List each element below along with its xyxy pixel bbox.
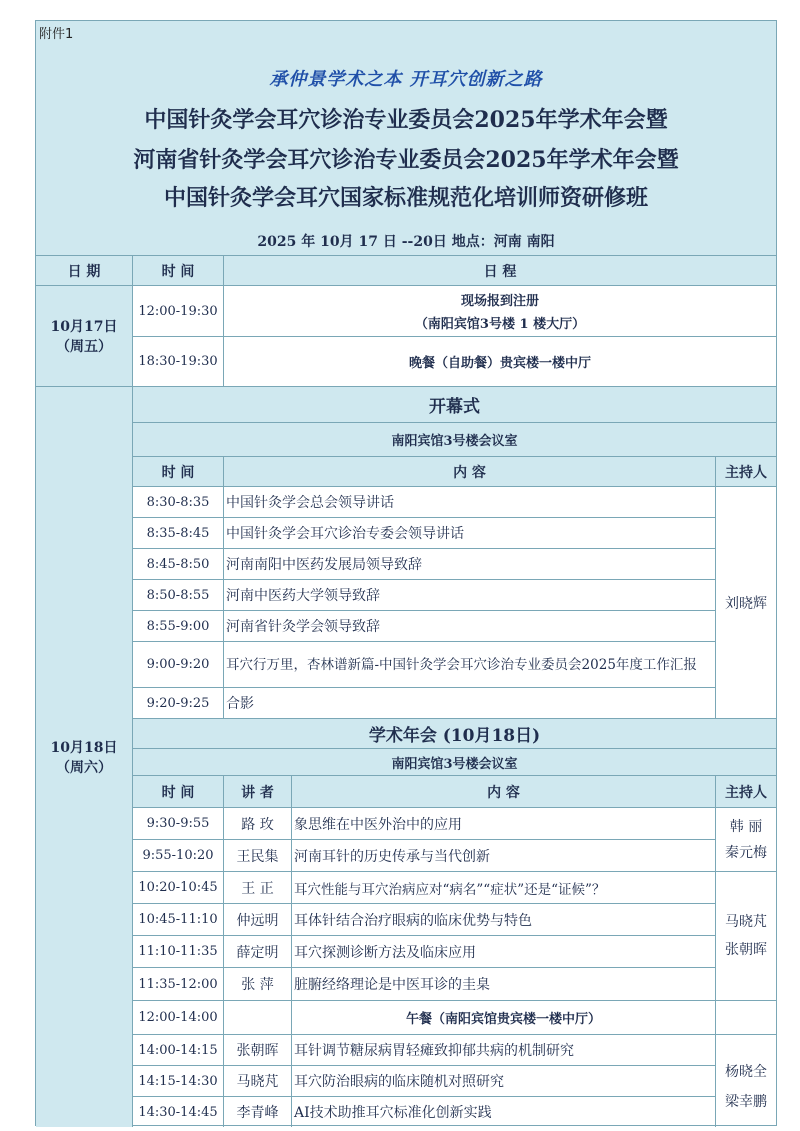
talk-content [292, 1066, 716, 1097]
talk-content [292, 808, 716, 840]
opening-venue [133, 423, 776, 457]
day1-row1-line2: （南阳宾馆3号楼 1 楼大厅） [414, 317, 586, 332]
opening-row-time-text: 8:30-8:35 [146, 494, 210, 510]
day1-row2-line1: 晚餐（自助餐）贵宾楼一楼中厅 [408, 356, 591, 371]
talk-content-text: 耳穴探测诊断方法及临床应用 [294, 944, 476, 961]
talk-speaker [224, 872, 292, 904]
academic-host-group-1 [716, 808, 776, 872]
opening-col-content [224, 457, 716, 487]
talk-speaker-text: 王 正 [241, 880, 274, 897]
opening-row-time [133, 688, 224, 719]
talk-speaker-text: 薛定明 [236, 944, 279, 961]
talk-time [133, 840, 224, 872]
lunch-host-empty [716, 1001, 776, 1035]
talk-content [292, 968, 716, 1001]
opening-row-content-text: 河南中医药大学领导致辞 [226, 588, 380, 604]
talk-time [133, 1035, 224, 1066]
opening-row-content [224, 611, 716, 642]
academic-col-host-text: 主持人 [725, 784, 767, 801]
header-schedule [224, 256, 776, 286]
talk-time-text: 14:00-14:15 [138, 1042, 218, 1058]
talk-time-text: 9:30-9:55 [146, 816, 210, 831]
opening-row-time-text: 8:55-9:00 [146, 618, 210, 634]
day1-row1-line1: 现场报到注册 [460, 294, 539, 309]
header-schedule-label: 日 程 [483, 263, 517, 280]
academic-col-speaker-text: 讲 者 [241, 784, 274, 801]
header-banner [36, 21, 776, 256]
opening-row-time [133, 549, 224, 580]
talk-time-text: 14:30-14:45 [138, 1104, 218, 1120]
day1-row2-time [133, 337, 224, 387]
talk-speaker [224, 968, 292, 1001]
opening-row-content-text: 河南南阳中医药发展局领导致辞 [226, 557, 422, 573]
talk-time-text: 14:15-14:30 [138, 1073, 218, 1089]
lunch-time [133, 1001, 224, 1035]
talk-content-text: 象思维在中医外治中的应用 [294, 816, 462, 833]
attachment-label: 附件1 [39, 27, 74, 42]
lunch-speaker-empty [224, 1001, 292, 1035]
talk-time [133, 968, 224, 1001]
header-time-label: 时 间 [161, 263, 195, 280]
talk-speaker [224, 1066, 292, 1097]
talk-time-text: 11:35-12:00 [138, 976, 218, 992]
talk-content [292, 840, 716, 872]
talk-speaker [224, 840, 292, 872]
talk-content-text: 耳穴防治眼病的临床随机对照研究 [294, 1074, 504, 1090]
academic-col-time-text: 时 间 [161, 784, 195, 801]
academic-col-host [716, 776, 776, 808]
talk-time-text: 9:55-10:20 [142, 848, 214, 863]
opening-row-time-text: 8:45-8:50 [146, 556, 210, 572]
talk-content-text: 脏腑经络理论是中医耳诊的圭臬 [294, 977, 490, 993]
opening-col-content-text: 内 容 [453, 464, 486, 481]
day1-weekday: （周五） [56, 339, 112, 355]
talk-time [133, 808, 224, 840]
opening-row-content [224, 642, 716, 688]
talk-content-text: 耳穴性能与耳穴治病应对“病名”“症状”还是“证候”？ [294, 881, 606, 898]
opening-row-content-text: 合影 [226, 696, 254, 712]
talk-speaker-text: 李青峰 [236, 1105, 279, 1121]
academic-host-group-3 [716, 1035, 776, 1127]
talk-time [133, 872, 224, 904]
talk-speaker [224, 1035, 292, 1066]
opening-host [716, 487, 776, 719]
talk-speaker-text: 路 玫 [241, 816, 274, 833]
academic-title-text: 学术年会 (10月18日) [368, 726, 541, 746]
opening-row-content-text: 中国针灸学会耳穴诊治专委会领导讲话 [226, 526, 464, 542]
opening-row-content [224, 688, 716, 719]
lunch-content [292, 1001, 716, 1035]
header-date-label: 日 期 [67, 263, 101, 280]
lunch-time-text: 12:00-14:00 [138, 1010, 218, 1025]
talk-time-text: 10:20-10:45 [138, 880, 218, 895]
day1-row1-time-text: 12:00-19:30 [138, 303, 218, 319]
opening-row-time [133, 580, 224, 611]
opening-title-text: 开幕式 [429, 397, 480, 417]
academic-col-content-text: 内 容 [487, 784, 520, 801]
talk-time [133, 1097, 224, 1127]
host-name: 秦元梅 [725, 844, 767, 861]
academic-col-speaker [224, 776, 292, 808]
host-name: 张朝晖 [725, 942, 767, 958]
opening-row-content-text: 耳穴行万里，杏林谱新篇-中国针灸学会耳穴诊治专业委员会2025年度工作汇报 [226, 656, 697, 673]
talk-content-text: AI技术助推耳穴标准化创新实践 [294, 1105, 492, 1121]
lunch-content-text: 午餐（南阳宾馆贵宾楼一楼中厅） [405, 1012, 601, 1027]
opening-row-time-text: 8:35-8:45 [146, 525, 210, 541]
day1-date-cell [36, 286, 133, 387]
talk-speaker [224, 936, 292, 968]
opening-col-time-text: 时 间 [161, 464, 195, 481]
talk-speaker [224, 904, 292, 936]
talk-speaker-text: 仲远明 [236, 912, 279, 929]
talk-content [292, 936, 716, 968]
date-location: 2025 年 10月 17 日 --20日 地点：河南 南阳 [257, 234, 555, 250]
opening-row-time [133, 642, 224, 688]
talk-time [133, 936, 224, 968]
talk-speaker-text: 王民集 [236, 848, 279, 865]
opening-row-content-text: 河南省针灸学会领导致辞 [226, 619, 380, 635]
day2-date-cell [36, 387, 133, 1127]
host-name: 梁幸鹏 [725, 1094, 767, 1110]
talk-speaker [224, 1097, 292, 1127]
talk-content [292, 1097, 716, 1127]
day2-date: 10月18日 [50, 740, 118, 756]
talk-content-text: 耳针调节糖尿病胃轻瘫致抑郁共病的机制研究 [294, 1043, 574, 1059]
academic-host-group-2 [716, 872, 776, 1001]
talk-speaker-text: 张朝晖 [236, 1043, 279, 1059]
talk-speaker [224, 808, 292, 840]
day1-row1-time [133, 286, 224, 337]
academic-col-time [133, 776, 224, 808]
day1-row2-time-text: 18:30-19:30 [138, 354, 218, 369]
host-name: 韩 丽 [729, 818, 763, 835]
academic-title [133, 719, 776, 749]
opening-row-content [224, 487, 716, 518]
title-line-1: 中国针灸学会耳穴诊治专业委员会2025年学术年会暨 [144, 107, 668, 133]
talk-content [292, 904, 716, 936]
opening-row-time-text: 9:20-9:25 [146, 695, 210, 711]
opening-row-content-text: 中国针灸学会总会领导讲话 [226, 495, 394, 511]
talk-content [292, 1035, 716, 1066]
talk-speaker-text: 张 萍 [241, 977, 274, 993]
opening-row-content [224, 518, 716, 549]
opening-col-host [716, 457, 776, 487]
academic-col-content [292, 776, 716, 808]
talk-speaker-text: 马晓芃 [236, 1074, 279, 1090]
day2-weekday: （周六） [56, 760, 112, 776]
schedule-page [35, 20, 777, 1126]
talk-content-text: 河南耳针的历史传承与当代创新 [294, 848, 490, 865]
opening-col-time [133, 457, 224, 487]
opening-title [133, 387, 776, 423]
academic-venue [133, 749, 776, 776]
title-line-2: 河南省针灸学会耳穴诊治专业委员会2025年学术年会暨 [133, 147, 679, 173]
day1-date: 10月17日 [50, 319, 118, 335]
opening-row-time [133, 487, 224, 518]
opening-row-time-text: 8:50-8:55 [146, 587, 210, 603]
talk-time [133, 1066, 224, 1097]
opening-host-text: 刘晓辉 [725, 595, 767, 612]
opening-venue-text: 南阳宾馆3号楼会议室 [391, 434, 518, 449]
day1-row2-content [224, 337, 776, 387]
header-date [36, 256, 133, 286]
opening-row-time [133, 518, 224, 549]
talk-time [133, 904, 224, 936]
academic-venue-text: 南阳宾馆3号楼会议室 [391, 756, 518, 772]
talk-content-text: 耳体针结合治疗眼病的临床优势与特色 [294, 912, 532, 929]
talk-time-text: 10:45-11:10 [138, 912, 218, 927]
slogan: 承仲景学术之本 开耳穴创新之路 [269, 69, 543, 90]
talk-time-text: 11:10-11:35 [138, 944, 218, 959]
opening-col-host-text: 主持人 [725, 464, 767, 481]
opening-row-time-text: 9:00-9:20 [146, 657, 210, 672]
title-line-3: 中国针灸学会耳穴国家标准规范化培训师资研修班 [163, 185, 648, 211]
host-name: 杨晓全 [725, 1064, 767, 1080]
opening-row-content [224, 549, 716, 580]
opening-row-content [224, 580, 716, 611]
talk-content [292, 872, 716, 904]
header-time [133, 256, 224, 286]
host-name: 马晓芃 [725, 914, 767, 930]
day1-row1-content [224, 286, 776, 337]
opening-row-time [133, 611, 224, 642]
